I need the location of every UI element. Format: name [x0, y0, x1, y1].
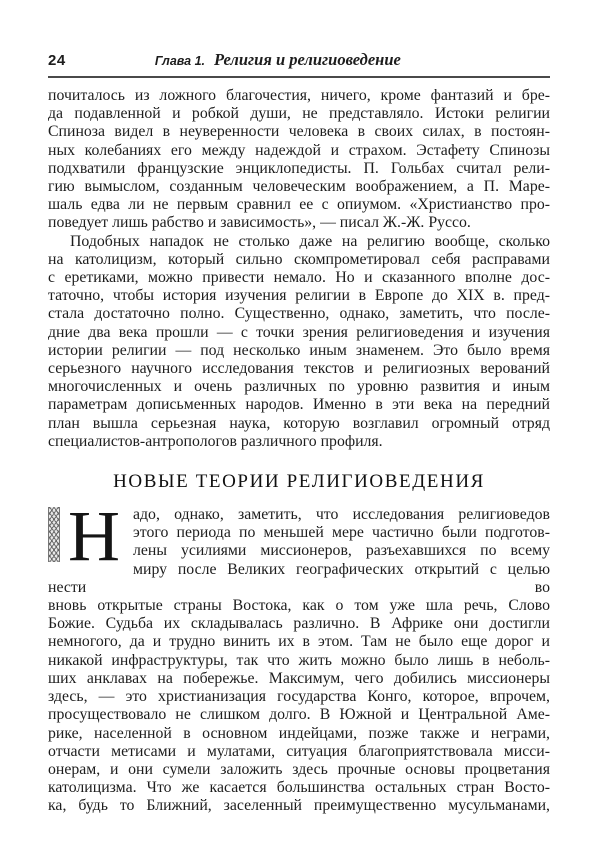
chapter-label: Глава 1. [154, 54, 206, 68]
paragraph-with-dropcap [48, 496, 550, 815]
drop-cap [48, 496, 120, 577]
page-body [48, 87, 550, 816]
text-line: почиталось из ложного благочестия, ничего, кроме фантазий и бре- [48, 87, 550, 104]
text-line: серьезного научного исследования текстов и религиозных верований [48, 360, 550, 378]
text-line: дние два века прошли — с точки зрения религиоведения и изучения [48, 323, 550, 341]
text-line: католицизма. Что же касается большинства остальных стран Восто- [48, 779, 550, 797]
text-line: поведует лишь рабство и зависимость», — писал Ж.-Ж. Руссо. [48, 214, 471, 232]
text-line: отчасти метисами и мулатами, ситуация благоприятствовала мисси- [48, 742, 550, 760]
text-line: истории религии — под несколько иным знаменем. Это было время [48, 341, 550, 359]
text-line: Подобных нападок не столько даже на религию вообще, сколько [70, 232, 550, 250]
text-line: таточно, чтобы история изучения религии в Европе до XIX в. пред- [48, 287, 550, 305]
text-line: лены усилиями миссионеров, разъехавшихся по всему [133, 542, 550, 560]
text-line: специалистов-антропологов различного профиля. [48, 432, 383, 450]
text-line: вновь открытые страны Востока, как о том уже шла речь, Слово [48, 597, 550, 615]
text-line: адо, однако, заметить, что исследования религиоведов [133, 506, 550, 524]
braid-ornament-icon [48, 507, 60, 562]
text-line: никакой инфраструктуры, так что жить можно было лишь в неболь- [48, 651, 550, 669]
text-line: многочисленных и очень различных по уровню развития и иным [48, 378, 550, 396]
text-line: здесь, — это христианизация государства Конго, которое, впрочем, [48, 688, 550, 706]
text-line: гию вымыслом, созданным человеческим воображением, а П. Маре- [48, 178, 550, 196]
text-line: немногого, да и трудно винить их в этом. Там не было еще дорог и [48, 633, 550, 651]
text-line: ных колебаниях его между надеждой и страхом. Эстафету Спинозы [48, 141, 550, 159]
text-line: подхватили французские энциклопедисты. П. Гольбах считал рели- [48, 159, 550, 177]
text-line: просуществовало не слишком долго. В Южной и Центральной Аме- [48, 706, 550, 724]
text-line: этого периода по меньшей мере частично были подготов- [133, 524, 550, 542]
paragraph [48, 87, 550, 233]
running-header [48, 50, 550, 78]
text-line: да подавленной и робкой души, не представляло. Истоки религии [48, 105, 550, 123]
text-line: Спиноза видел в неуверенности человека в своих силах, в постоян- [48, 123, 550, 141]
text-line: параметрам дописьменных народов. Именно в эти века на передний [48, 396, 550, 414]
paragraph [48, 233, 550, 451]
text-line: рике, населенной в основном индейцами, позже также и неграми, [48, 724, 550, 742]
text-line: шаль едва ли не первым сравнил ее с опиумом. «Христианство про- [48, 196, 550, 214]
section-heading: НОВЫЕ ТЕОРИИ РЕЛИГИОВЕДЕНИЯ [113, 471, 485, 493]
paragraph-lines [48, 496, 550, 815]
chapter-title: Религия и религиоведение [214, 50, 401, 69]
running-title [66, 50, 550, 70]
text-line: ших анклавах на побережье. Максимум, чего добились миссионеры [48, 669, 550, 687]
text-line: на католицизм, который сильно скомпрометировал себя расправами [48, 250, 550, 268]
text-line: план вышла серьезная наука, которую возглавил огромный отряд [48, 414, 550, 432]
text-line: Божие. Судьба их складывалась различно. В Африке они достигли [48, 615, 550, 633]
text-line: миру после Великих географических открытий с целью нести во [48, 560, 550, 596]
text-line: с еретиками, можно привести немало. Но и сказанного вполне дос- [48, 269, 550, 287]
text-line: стала достаточно полно. Существенно, однако, заметить, что после- [48, 305, 550, 323]
drop-cap-letter: Н [68, 496, 120, 577]
text-line: онерам, и они сумели заложить здесь прочные основы процветания [48, 760, 550, 778]
text-line: ка, будь то Ближний, заселенный преимущественно мусульманами, [48, 797, 550, 815]
page-number: 24 [48, 52, 66, 69]
